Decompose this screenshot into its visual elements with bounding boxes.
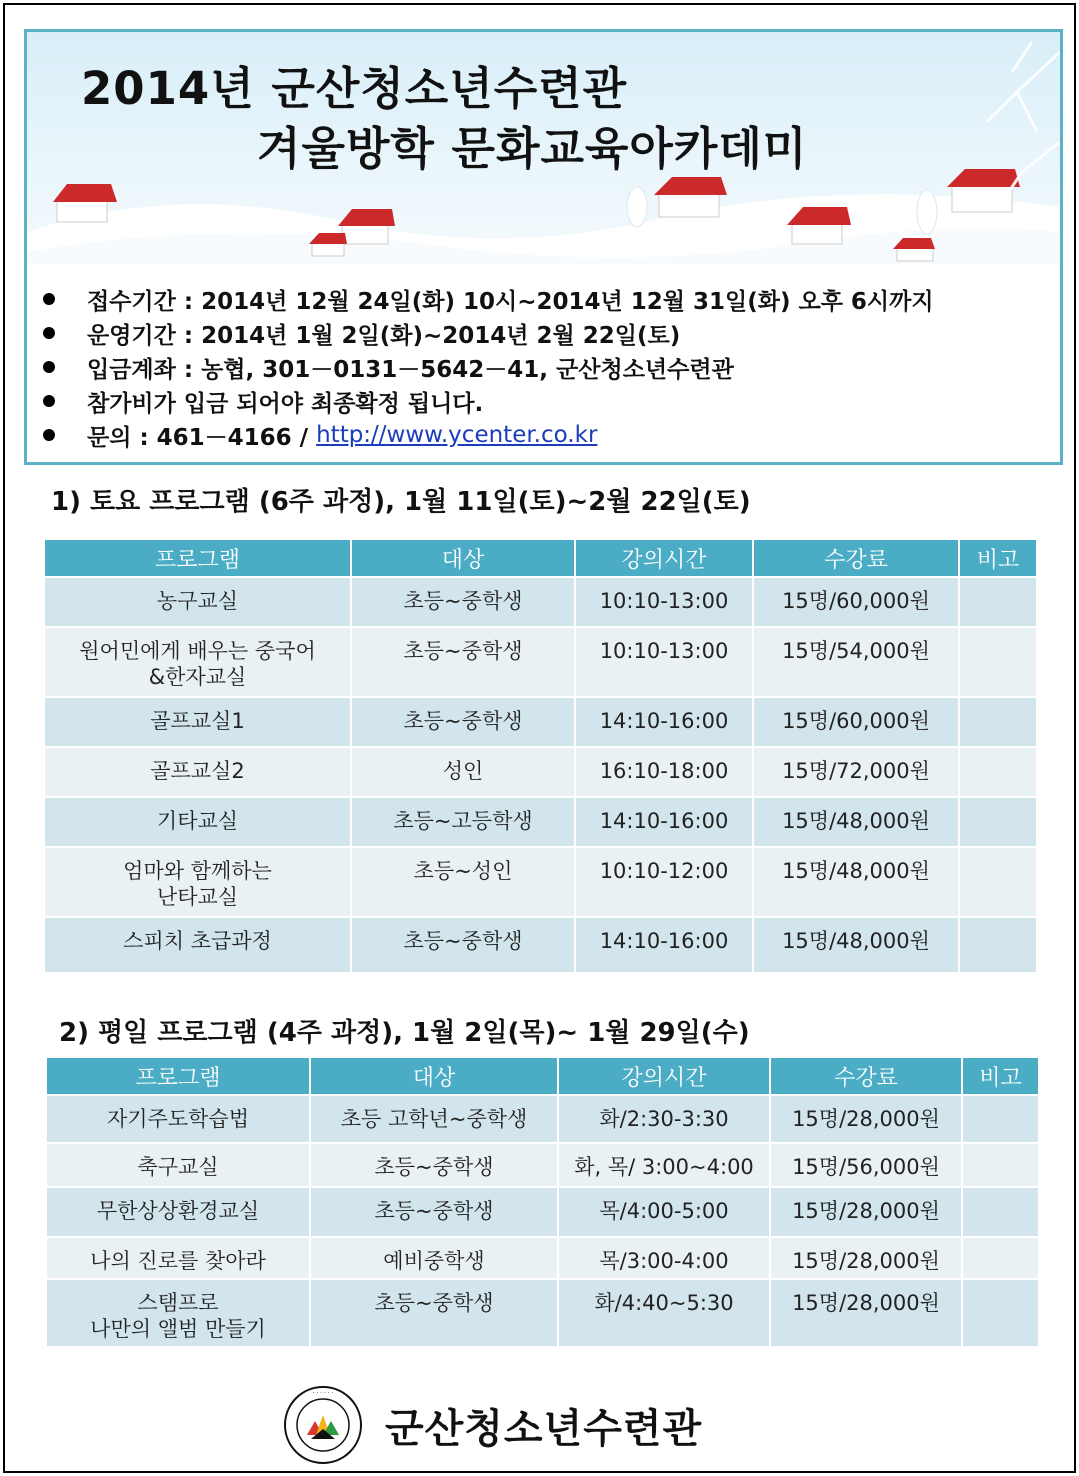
cell-program: 골프교실1 — [44, 697, 351, 747]
center-logo-icon — [283, 1385, 363, 1465]
winter-banner — [27, 32, 1060, 264]
col-header-time: 강의시간 — [575, 539, 753, 577]
cell-fee: 15명/72,000원 — [753, 747, 959, 797]
cell-target: 성인 — [351, 747, 575, 797]
cell-program: 기타교실 — [44, 797, 351, 847]
cell-time: 목/3:00-4:00 — [558, 1237, 770, 1279]
table-row — [44, 917, 1037, 973]
cell-target: 초등~중학생 — [351, 697, 575, 747]
banner-title-line1: 2014년 군산청소년수련관 — [81, 62, 628, 115]
cell-program: 엄마와 함께하는 난타교실 — [44, 847, 351, 917]
cell-time: 10:10-12:00 — [575, 847, 753, 917]
cell-program: 자기주도학습법 — [46, 1095, 310, 1143]
cell-program: 원어민에게 배우는 중국어 &한자교실 — [44, 627, 351, 697]
poster-frame — [3, 3, 1076, 1473]
cell-note — [959, 627, 1037, 697]
cell-time: 10:10-13:00 — [575, 627, 753, 697]
cell-fee: 15명/56,000원 — [770, 1143, 962, 1187]
cell-program: 무한상상환경교실 — [46, 1187, 310, 1237]
cell-fee: 15명/60,000원 — [753, 697, 959, 747]
cell-target: 초등~고등학생 — [351, 797, 575, 847]
cell-target: 초등~중학생 — [310, 1279, 558, 1347]
cell-target: 초등~중학생 — [310, 1187, 558, 1237]
bullet-icon — [43, 429, 55, 441]
cell-note — [962, 1095, 1039, 1143]
cell-note — [959, 747, 1037, 797]
cell-time: 화, 목/ 3:00~4:00 — [558, 1143, 770, 1187]
cell-fee: 15명/48,000원 — [753, 847, 959, 917]
col-header-note: 비고 — [959, 539, 1037, 577]
cell-fee: 15명/48,000원 — [753, 917, 959, 973]
cell-program: 농구교실 — [44, 577, 351, 627]
cell-target: 초등~중학생 — [310, 1143, 558, 1187]
table-row — [44, 797, 1037, 847]
table-header-row — [44, 539, 1037, 577]
col-header-program: 프로그램 — [46, 1057, 310, 1095]
website-link[interactable]: http://www.ycenter.co.kr — [316, 422, 598, 448]
table-row — [44, 627, 1037, 697]
col-header-program: 프로그램 — [44, 539, 351, 577]
info-item-reception: 접수기간 : 2014년 12월 24일(화) 10시~2014년 12월 31일(화) 오후 6시까지 — [41, 282, 934, 316]
cell-target: 초등~중학생 — [351, 627, 575, 697]
table-row — [44, 747, 1037, 797]
footer — [283, 1385, 702, 1465]
cell-time: 16:10-18:00 — [575, 747, 753, 797]
table-row — [46, 1237, 1039, 1279]
cell-note — [959, 697, 1037, 747]
cell-time: 화/4:40~5:30 — [558, 1279, 770, 1347]
cell-time: 14:10-16:00 — [575, 697, 753, 747]
cell-target: 초등 고학년~중학생 — [310, 1095, 558, 1143]
cell-time: 10:10-13:00 — [575, 577, 753, 627]
cell-note — [962, 1187, 1039, 1237]
cell-fee: 15명/28,000원 — [770, 1095, 962, 1143]
svg-text:· · · · · ·: · · · · · · — [312, 1390, 334, 1397]
banner-title-line2: 겨울방학 문화교육아카데미 — [257, 122, 808, 175]
bullet-icon — [43, 293, 55, 305]
cell-program: 스피치 초급과정 — [44, 917, 351, 973]
bullet-icon — [43, 361, 55, 373]
col-header-fee: 수강료 — [770, 1057, 962, 1095]
table-row — [44, 847, 1037, 917]
cell-time: 14:10-16:00 — [575, 797, 753, 847]
table-row — [46, 1279, 1039, 1347]
saturday-section-title: 1) 토요 프로그램 (6주 과정), 1월 11일(토)~2월 22일(토) — [51, 487, 751, 517]
bullet-icon — [43, 327, 55, 339]
cell-note — [959, 917, 1037, 973]
col-header-target: 대상 — [310, 1057, 558, 1095]
info-item-operation: 운영기간 : 2014년 1월 2일(화)~2014년 2월 22일(토) — [41, 316, 934, 350]
weekday-program-table — [45, 1056, 1040, 1348]
cell-note — [962, 1143, 1039, 1187]
header-box — [24, 29, 1063, 465]
cell-target: 초등~중학생 — [351, 577, 575, 627]
cell-fee: 15명/54,000원 — [753, 627, 959, 697]
table-row — [46, 1187, 1039, 1237]
bullet-icon — [43, 395, 55, 407]
cell-time: 14:10-16:00 — [575, 917, 753, 973]
cell-note — [962, 1237, 1039, 1279]
table-row — [44, 697, 1037, 747]
cell-target: 초등~성인 — [351, 847, 575, 917]
cell-note — [962, 1279, 1039, 1347]
cell-note — [959, 797, 1037, 847]
col-header-time: 강의시간 — [558, 1057, 770, 1095]
table-row — [44, 577, 1037, 627]
cell-note — [959, 577, 1037, 627]
cell-fee: 15명/48,000원 — [753, 797, 959, 847]
cell-program: 나의 진로를 찾아라 — [46, 1237, 310, 1279]
saturday-program-table — [43, 538, 1038, 974]
cell-program: 스탬프로 나만의 앨범 만들기 — [46, 1279, 310, 1347]
cell-note — [959, 847, 1037, 917]
cell-fee: 15명/28,000원 — [770, 1237, 962, 1279]
info-item-account: 입금계좌 : 농협, 301－0131－5642－41, 군산청소년수련관 — [41, 350, 934, 384]
info-item-notice: 참가비가 입금 되어야 최종확정 됩니다. — [41, 384, 934, 418]
table-row — [46, 1095, 1039, 1143]
info-item-contact: 문의 : 461－4166 / http://www.ycenter.co.kr — [41, 418, 934, 452]
col-header-fee: 수강료 — [753, 539, 959, 577]
info-list — [41, 282, 934, 452]
cell-fee: 15명/60,000원 — [753, 577, 959, 627]
col-header-note: 비고 — [962, 1057, 1039, 1095]
cell-time: 목/4:00-5:00 — [558, 1187, 770, 1237]
cell-fee: 15명/28,000원 — [770, 1187, 962, 1237]
footer-center-name: 군산청소년수련관 — [385, 1405, 703, 1452]
table-row — [46, 1143, 1039, 1187]
cell-program: 축구교실 — [46, 1143, 310, 1187]
col-header-target: 대상 — [351, 539, 575, 577]
table-header-row — [46, 1057, 1039, 1095]
cell-program: 골프교실2 — [44, 747, 351, 797]
cell-fee: 15명/28,000원 — [770, 1279, 962, 1347]
weekday-section-title: 2) 평일 프로그램 (4주 과정), 1월 2일(목)~ 1월 29일(수) — [59, 1018, 750, 1048]
cell-target: 초등~중학생 — [351, 917, 575, 973]
cell-time: 화/2:30-3:30 — [558, 1095, 770, 1143]
cell-target: 예비중학생 — [310, 1237, 558, 1279]
